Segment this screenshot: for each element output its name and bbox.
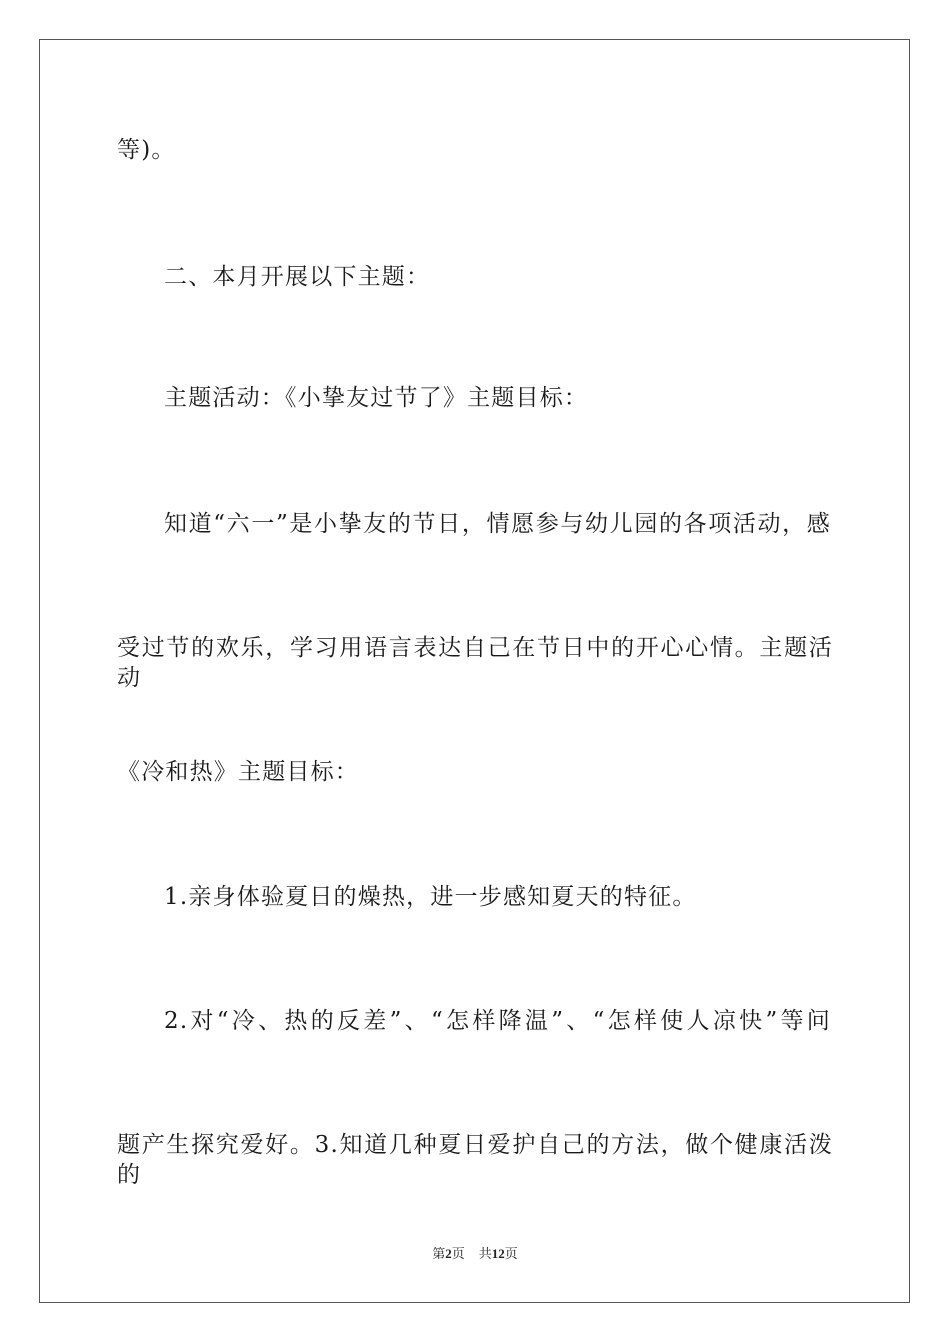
page-footer <box>0 1245 950 1263</box>
total-suffix: 页 <box>504 1246 518 1261</box>
page-suffix: 页 <box>451 1246 465 1261</box>
total-pages: 12 <box>491 1246 505 1261</box>
page-number: 2 <box>445 1246 452 1261</box>
body-line-5: 受过节的欢乐，学习用语言表达自己在节日中的开心心情。主题活动 <box>117 635 833 691</box>
page-prefix: 第 <box>432 1246 446 1261</box>
theme-heading-2: 《冷和热》主题目标： <box>117 759 359 785</box>
body-line-4: 知道“六一”是小挚友的节日，情愿参与幼儿园的各项活动，感 <box>164 511 831 537</box>
section-heading: 二、本月开展以下主题： <box>164 264 431 290</box>
list-item-3: 题产生探究爱好。3.知道几种夏日爱护自己的方法，做个健康活泼的 <box>117 1132 833 1188</box>
list-item-1: 1.亲身体验夏日的燥热，进一步感知夏天的特征。 <box>164 884 697 910</box>
theme-heading-1: 主题活动：《小挚友过节了》主题目标： <box>164 385 589 411</box>
total-prefix: 共 <box>478 1246 492 1261</box>
list-item-2: 2.对“冷、热的反差”、“怎样降温”、“怎样使人凉快”等问 <box>164 1008 831 1034</box>
body-line-1: 等)。 <box>117 137 176 163</box>
